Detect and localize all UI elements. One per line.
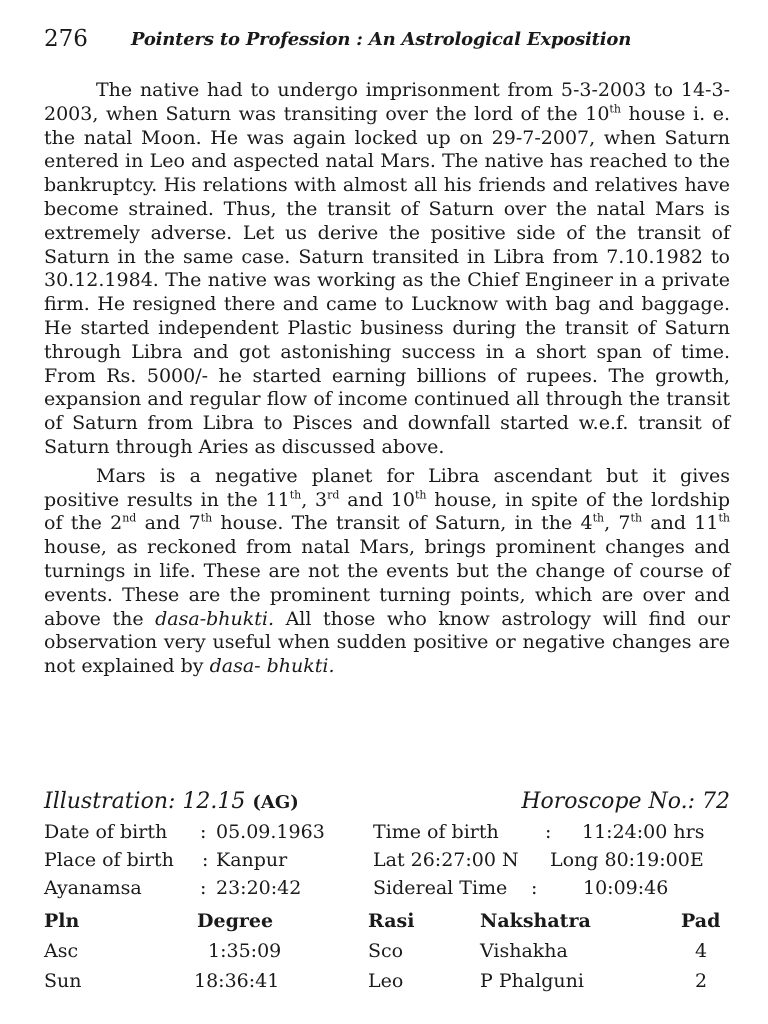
page-header: [44, 26, 734, 56]
illustration-tag: (AG): [252, 792, 299, 813]
running-title: Pointers to Profession : An Astrological Exposition: [131, 29, 632, 50]
table-row: Asc 1:35:09 Sco Vishakha 4: [44, 940, 708, 962]
body-text: [44, 79, 730, 679]
col-pln: Pln: [44, 910, 80, 932]
place-label: Place of birth: [44, 849, 174, 871]
date-label: Date of birth: [44, 821, 168, 843]
longitude: Long 80:19:00E: [550, 849, 704, 871]
col-pad: Pad: [681, 910, 721, 932]
sidereal-value: 10:09:46: [583, 877, 669, 899]
paragraph-2: Mars is a negative planet for Libra ascendant but it gives positive results in the 11th, 3rd and 10th house, in spite of the lordship of the 2nd and 7th house. The transit of Saturn, in the 4th, 7th and 11th house, as reckoned from natal Mars, brings prominent changes and turnings in life. These are not the events but the change of course of events. These are the prominent turning points, which are over and above the dasa-bhukti. All those who know astrology will find our observation very useful when sudden positive or negative changes are not explained by dasa- bhukti.: [44, 464, 731, 678]
ayanamsa-label: Ayanamsa: [44, 877, 142, 899]
latitude: Lat 26:27:00 N: [373, 849, 519, 871]
table-header-row: [44, 910, 730, 940]
date-value: 05.09.1963: [216, 821, 325, 843]
col-rasi: Rasi: [368, 910, 415, 932]
time-value: 11:24:00 hrs: [582, 821, 705, 843]
horoscope-number: Horoscope No.: 72: [521, 789, 730, 814]
sidereal-label: Sidereal Time: [373, 877, 508, 899]
page-number: 276: [44, 26, 88, 52]
planet-table: [44, 910, 730, 1000]
time-label: Time of birth: [373, 821, 499, 843]
place-value: Kanpur: [216, 849, 288, 871]
table-row: 18:36:41 Sun Leo P Phalguni 2: [44, 970, 708, 992]
illustration-heading: [44, 789, 730, 819]
col-degree: Degree: [197, 910, 274, 932]
ayanamsa-value: 23:20:42: [216, 877, 302, 899]
illustration-label: Illustration: 12.15 (AG): [44, 789, 299, 814]
paragraph-1: The native had to undergo imprisonment from 5-3-2003 to 14-3-2003, when Saturn was transiting over the lord of the 10th house i. e. the natal Moon. He was again locked up on 29-7-2007, when Saturn entered in Leo and aspected natal Mars. The native has reached to the bankruptcy. His relations with almost all his friends and relatives have become strained. Thus, the transit of Saturn over the natal Mars is extremely adverse. Let us derive the positive side of the transit of Saturn in the same case. Saturn transited in Libra from 7.10.1982 to 30.12.1984. The native was working as the Chief Engineer in a private firm. He resigned there and came to Lucknow with bag and baggage. He started independent Plastic business during the transit of Saturn through Libra and got astonishing success in a short span of time. From Rs. 5000/- he started earning billions of rupees. The growth, expansion and regular flow of income continued all through the transit of Saturn from Libra to Pisces and downfall started w.e.f. transit of Saturn through Aries as discussed above.: [44, 79, 730, 458]
col-nakshatra: Nakshatra: [480, 910, 591, 932]
